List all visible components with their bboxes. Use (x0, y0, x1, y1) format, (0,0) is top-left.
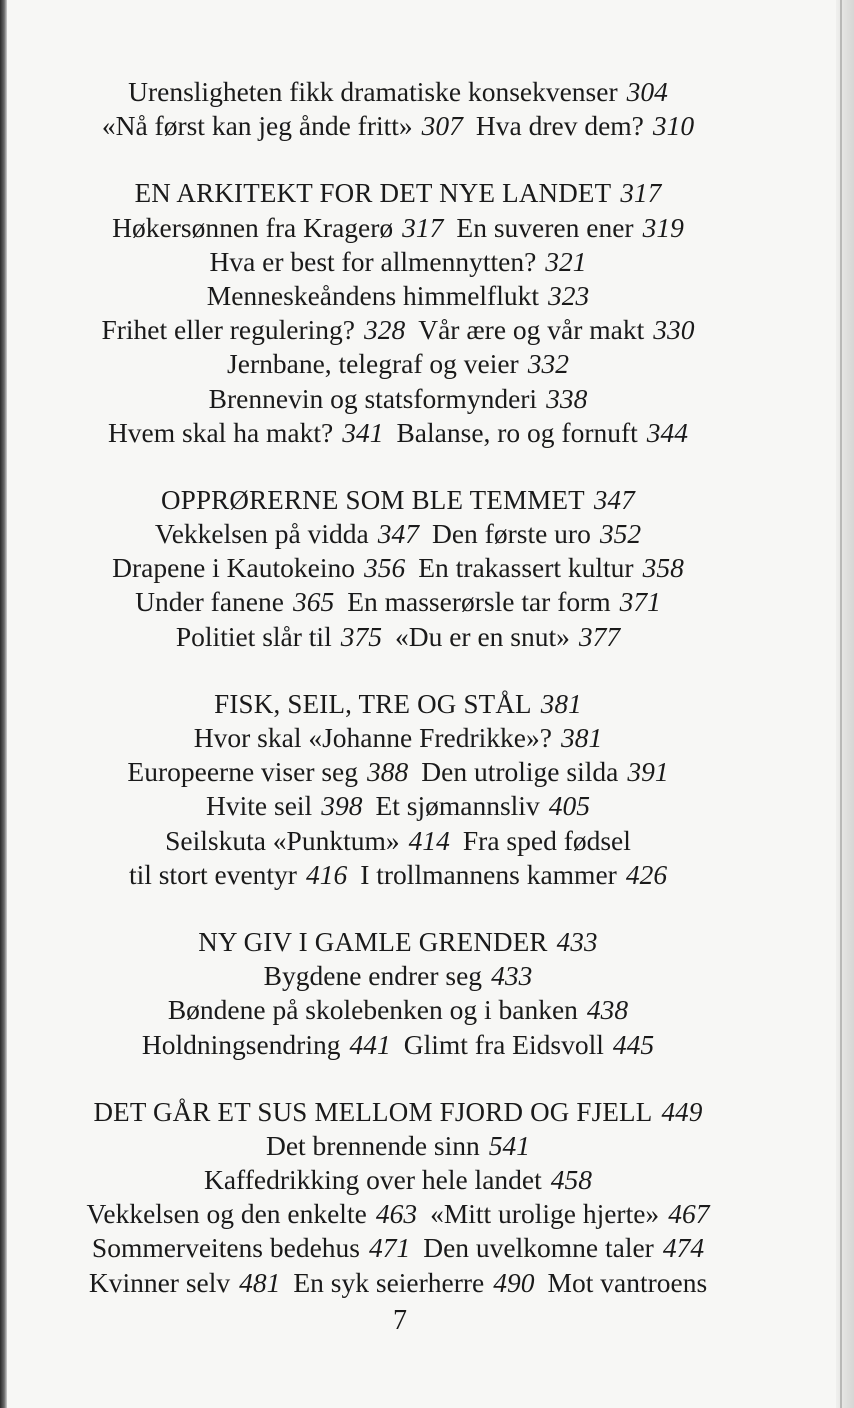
chapter-heading (40, 483, 756, 517)
toc-entry (404, 1029, 654, 1060)
section-gap (40, 892, 756, 925)
entry-page-number: 352 (599, 518, 642, 550)
entry-title: Hva drev dem? (475, 110, 644, 142)
toc-line (40, 551, 756, 585)
chapter-heading (40, 687, 756, 721)
toc-line (40, 620, 756, 654)
entry-page-number: 433 (491, 960, 533, 992)
section-gap (40, 450, 756, 483)
toc-entry (423, 1232, 704, 1263)
toc-line (40, 313, 756, 347)
entry-title: Urensligheten fikk dramatiske konsekvenser (128, 76, 618, 107)
toc-entry (155, 518, 432, 549)
entry-page-number: 344 (646, 416, 689, 448)
entry-page-number: 458 (550, 1164, 592, 1196)
entry-page-number: 381 (540, 688, 582, 719)
toc-entry (206, 790, 375, 821)
entry-title: Holdningsendring (141, 1028, 341, 1060)
section-gap (40, 143, 756, 176)
toc-line (40, 1163, 756, 1197)
toc-entry (347, 586, 661, 617)
entry-title: Vekkelsen og den enkelte (86, 1198, 367, 1230)
toc-line (40, 211, 756, 245)
toc-line (40, 347, 756, 381)
entry-title: I trollmannens kammer (360, 858, 617, 890)
toc-entry (142, 1029, 404, 1060)
entry-page-number: 433 (556, 926, 598, 957)
entry-page-number: 481 (239, 1266, 281, 1298)
toc-entry (129, 859, 360, 890)
toc-entry (101, 314, 418, 345)
toc-entry (135, 586, 347, 617)
toc-entry (127, 756, 421, 787)
entry-title: Brennevin og statsformynderi (208, 382, 538, 414)
entry-page-number: 445 (612, 1028, 655, 1060)
toc-entry (204, 1164, 592, 1195)
toc-entry (456, 212, 683, 243)
chapter-title: EN ARKITEKT FOR DET NYE LANDET (134, 178, 612, 209)
entry-page-number: 471 (368, 1232, 411, 1264)
entry-title: Høkersønnen fra Kragerø (112, 211, 394, 243)
toc-line (40, 858, 756, 892)
entry-page-number: 375 (340, 620, 382, 652)
entry-page-number: 414 (408, 824, 450, 856)
toc-line (40, 279, 756, 313)
entry-title: Menneskeåndens himmelflukt (206, 279, 539, 311)
entry-page-number: 474 (662, 1232, 705, 1264)
entry-title: Den uvelkomne taler (423, 1232, 654, 1264)
toc-line (40, 1129, 756, 1163)
entry-title: «Nå først kan jeg ånde fritt» (101, 110, 413, 142)
toc-entry (418, 552, 684, 583)
entry-page-number: 317 (402, 211, 444, 243)
toc-entry (476, 110, 694, 141)
toc-entry (161, 485, 635, 515)
entry-page-number: 426 (625, 858, 668, 890)
toc-entry (227, 348, 569, 379)
toc-line (40, 1266, 756, 1300)
toc-entry (135, 178, 662, 208)
entry-title: «Du er en snut» (394, 620, 570, 652)
toc-line (40, 75, 756, 109)
toc-entry (165, 825, 463, 856)
toc-entry (264, 960, 533, 991)
entry-page-number: 332 (527, 348, 569, 380)
entry-page-number: 304 (626, 76, 668, 107)
entry-title: Sommerveitens bedehus (91, 1232, 360, 1264)
entry-page-number: 398 (321, 790, 363, 822)
entry-title: Vekkelsen på vidda (154, 518, 369, 550)
entry-page-number: 365 (292, 586, 335, 618)
toc-line (40, 959, 756, 993)
entry-title: Den utrolige silda (421, 756, 619, 788)
entry-page-number: 328 (363, 314, 406, 346)
toc-entry (92, 1232, 423, 1263)
toc-entry (168, 994, 628, 1025)
entry-page-number: 330 (653, 314, 695, 346)
toc-line (40, 517, 756, 551)
entry-page-number: 449 (661, 1096, 703, 1127)
chapter-title: NY GIV I GAMLE GRENDER (198, 926, 548, 957)
entry-title: Politiet slår til (175, 620, 332, 652)
toc-line (40, 993, 756, 1027)
toc-entry (209, 383, 588, 414)
entry-title: Den første uro (431, 518, 591, 550)
entry-title: En masserørsle tar form (347, 586, 611, 618)
entry-title: Kaffedrikking over hele landet (203, 1164, 542, 1196)
entry-title: En trakassert kultur (418, 552, 634, 584)
entry-page-number: 356 (363, 552, 406, 584)
toc-line (40, 721, 756, 755)
toc-entry (395, 621, 620, 652)
entry-title: til stort eventyr (128, 858, 297, 890)
entry-page-number: 405 (548, 790, 590, 822)
entry-title: Hva er best for allmennytten? (209, 245, 537, 277)
toc-entry (108, 417, 397, 448)
entry-page-number: 338 (546, 382, 588, 414)
toc-entry (463, 825, 631, 856)
entry-page-number: 310 (652, 110, 695, 142)
chapter-heading (40, 1095, 756, 1129)
entry-page-number: 441 (349, 1028, 391, 1060)
entry-title: Mot vantroens (547, 1266, 708, 1298)
toc-entry (198, 927, 598, 957)
toc-line (40, 755, 756, 789)
toc-entry (360, 859, 667, 890)
entry-page-number: 463 (375, 1198, 418, 1230)
entry-page-number: 490 (493, 1266, 535, 1298)
entry-title: «Mitt urolige hjerte» (430, 1198, 660, 1230)
entry-title: Hvite seil (206, 790, 313, 822)
toc-line (40, 1028, 756, 1062)
entry-page-number: 321 (545, 245, 587, 277)
entry-page-number: 307 (421, 110, 463, 142)
entry-page-number: 416 (305, 858, 348, 890)
toc-entry (432, 518, 641, 549)
entry-title: En suveren ener (456, 211, 634, 243)
toc-entry (128, 76, 668, 107)
chapter-title: DET GÅR ET SUS MELLOM FJORD OG FJELL (93, 1096, 653, 1127)
entry-page-number: 347 (593, 484, 635, 515)
entry-title: Jernbane, telegraf og veier (227, 348, 519, 380)
entry-title: Bøndene på skolebenken og i banken (167, 994, 578, 1026)
toc-entry (102, 110, 476, 141)
entry-page-number: 438 (586, 994, 629, 1026)
entry-page-number: 317 (620, 178, 662, 209)
toc-line (40, 109, 756, 143)
page-edge-right (836, 0, 854, 1408)
toc-line (40, 416, 756, 450)
entry-title: Under fanene (135, 586, 284, 618)
toc-entry (176, 621, 395, 652)
entry-page-number: 371 (619, 586, 661, 618)
entry-title: Det brennende sinn (265, 1129, 480, 1161)
toc-entry (293, 1267, 547, 1298)
toc-line (40, 382, 756, 416)
entry-title: Glimt fra Eidsvoll (403, 1028, 604, 1060)
entry-page-number: 323 (547, 279, 590, 311)
toc-line (40, 245, 756, 279)
entry-title: Fra sped fødsel (462, 824, 631, 856)
entry-page-number: 347 (377, 518, 419, 550)
entry-page-number: 341 (342, 416, 384, 448)
entry-page-number: 381 (560, 722, 603, 753)
entry-title: Seilskuta «Punktum» (165, 824, 400, 856)
entry-title: Europeerne viser seg (127, 756, 359, 788)
entry-title: Frihet eller regulering? (101, 314, 355, 346)
entry-title: Hvor skal «Johanne Fredrikke»? (193, 722, 552, 753)
entry-title: Bygdene endrer seg (263, 960, 483, 992)
toc-entry (207, 280, 589, 311)
entry-title: Et sjømannsliv (375, 790, 540, 822)
section-gap (40, 1062, 756, 1095)
toc-line (40, 789, 756, 823)
toc-entry (214, 689, 582, 719)
toc-entry (266, 1130, 530, 1161)
toc-entry (421, 756, 668, 787)
toc-entry (396, 417, 688, 448)
toc-line (40, 1197, 756, 1231)
page-edge-left (0, 0, 7, 1408)
entry-title: Hvem skal ha makt? (107, 416, 334, 448)
chapter-heading (40, 925, 756, 959)
toc-entry (87, 1198, 431, 1229)
toc-entry (430, 1198, 709, 1229)
entry-page-number: 319 (642, 211, 684, 243)
entry-page-number: 541 (488, 1129, 531, 1161)
entry-title: Vår ære og vår makt (418, 314, 645, 346)
entry-title: Kvinner selv (88, 1266, 231, 1298)
entry-title: Drapene i Kautokeino (112, 552, 355, 584)
toc-entry (93, 1097, 702, 1127)
chapter-heading (40, 176, 756, 210)
entry-page-number: 391 (627, 756, 669, 788)
toc-line (40, 1231, 756, 1265)
toc-line (40, 824, 756, 858)
section-gap (40, 654, 756, 687)
toc-entry (548, 1267, 708, 1298)
toc-entry (112, 552, 418, 583)
toc-entry (418, 314, 694, 345)
entry-page-number: 388 (367, 756, 409, 788)
toc-entry (209, 246, 586, 277)
entry-page-number: 358 (642, 552, 684, 584)
toc-entry (112, 212, 456, 243)
entry-title: Balanse, ro og fornuft (396, 416, 638, 448)
chapter-title: OPPRØRERNE SOM BLE TEMMET (161, 484, 585, 515)
toc-entry (375, 790, 590, 821)
toc-entry (89, 1267, 294, 1298)
table-of-contents (40, 75, 756, 1300)
entry-title: En syk seierherre (293, 1266, 485, 1298)
chapter-title: FISK, SEIL, TRE OG STÅL (214, 688, 532, 719)
page-number: 7 (393, 1305, 407, 1336)
entry-page-number: 467 (668, 1198, 710, 1230)
toc-entry (194, 722, 602, 753)
toc-line (40, 585, 756, 619)
entry-page-number: 377 (578, 620, 621, 652)
